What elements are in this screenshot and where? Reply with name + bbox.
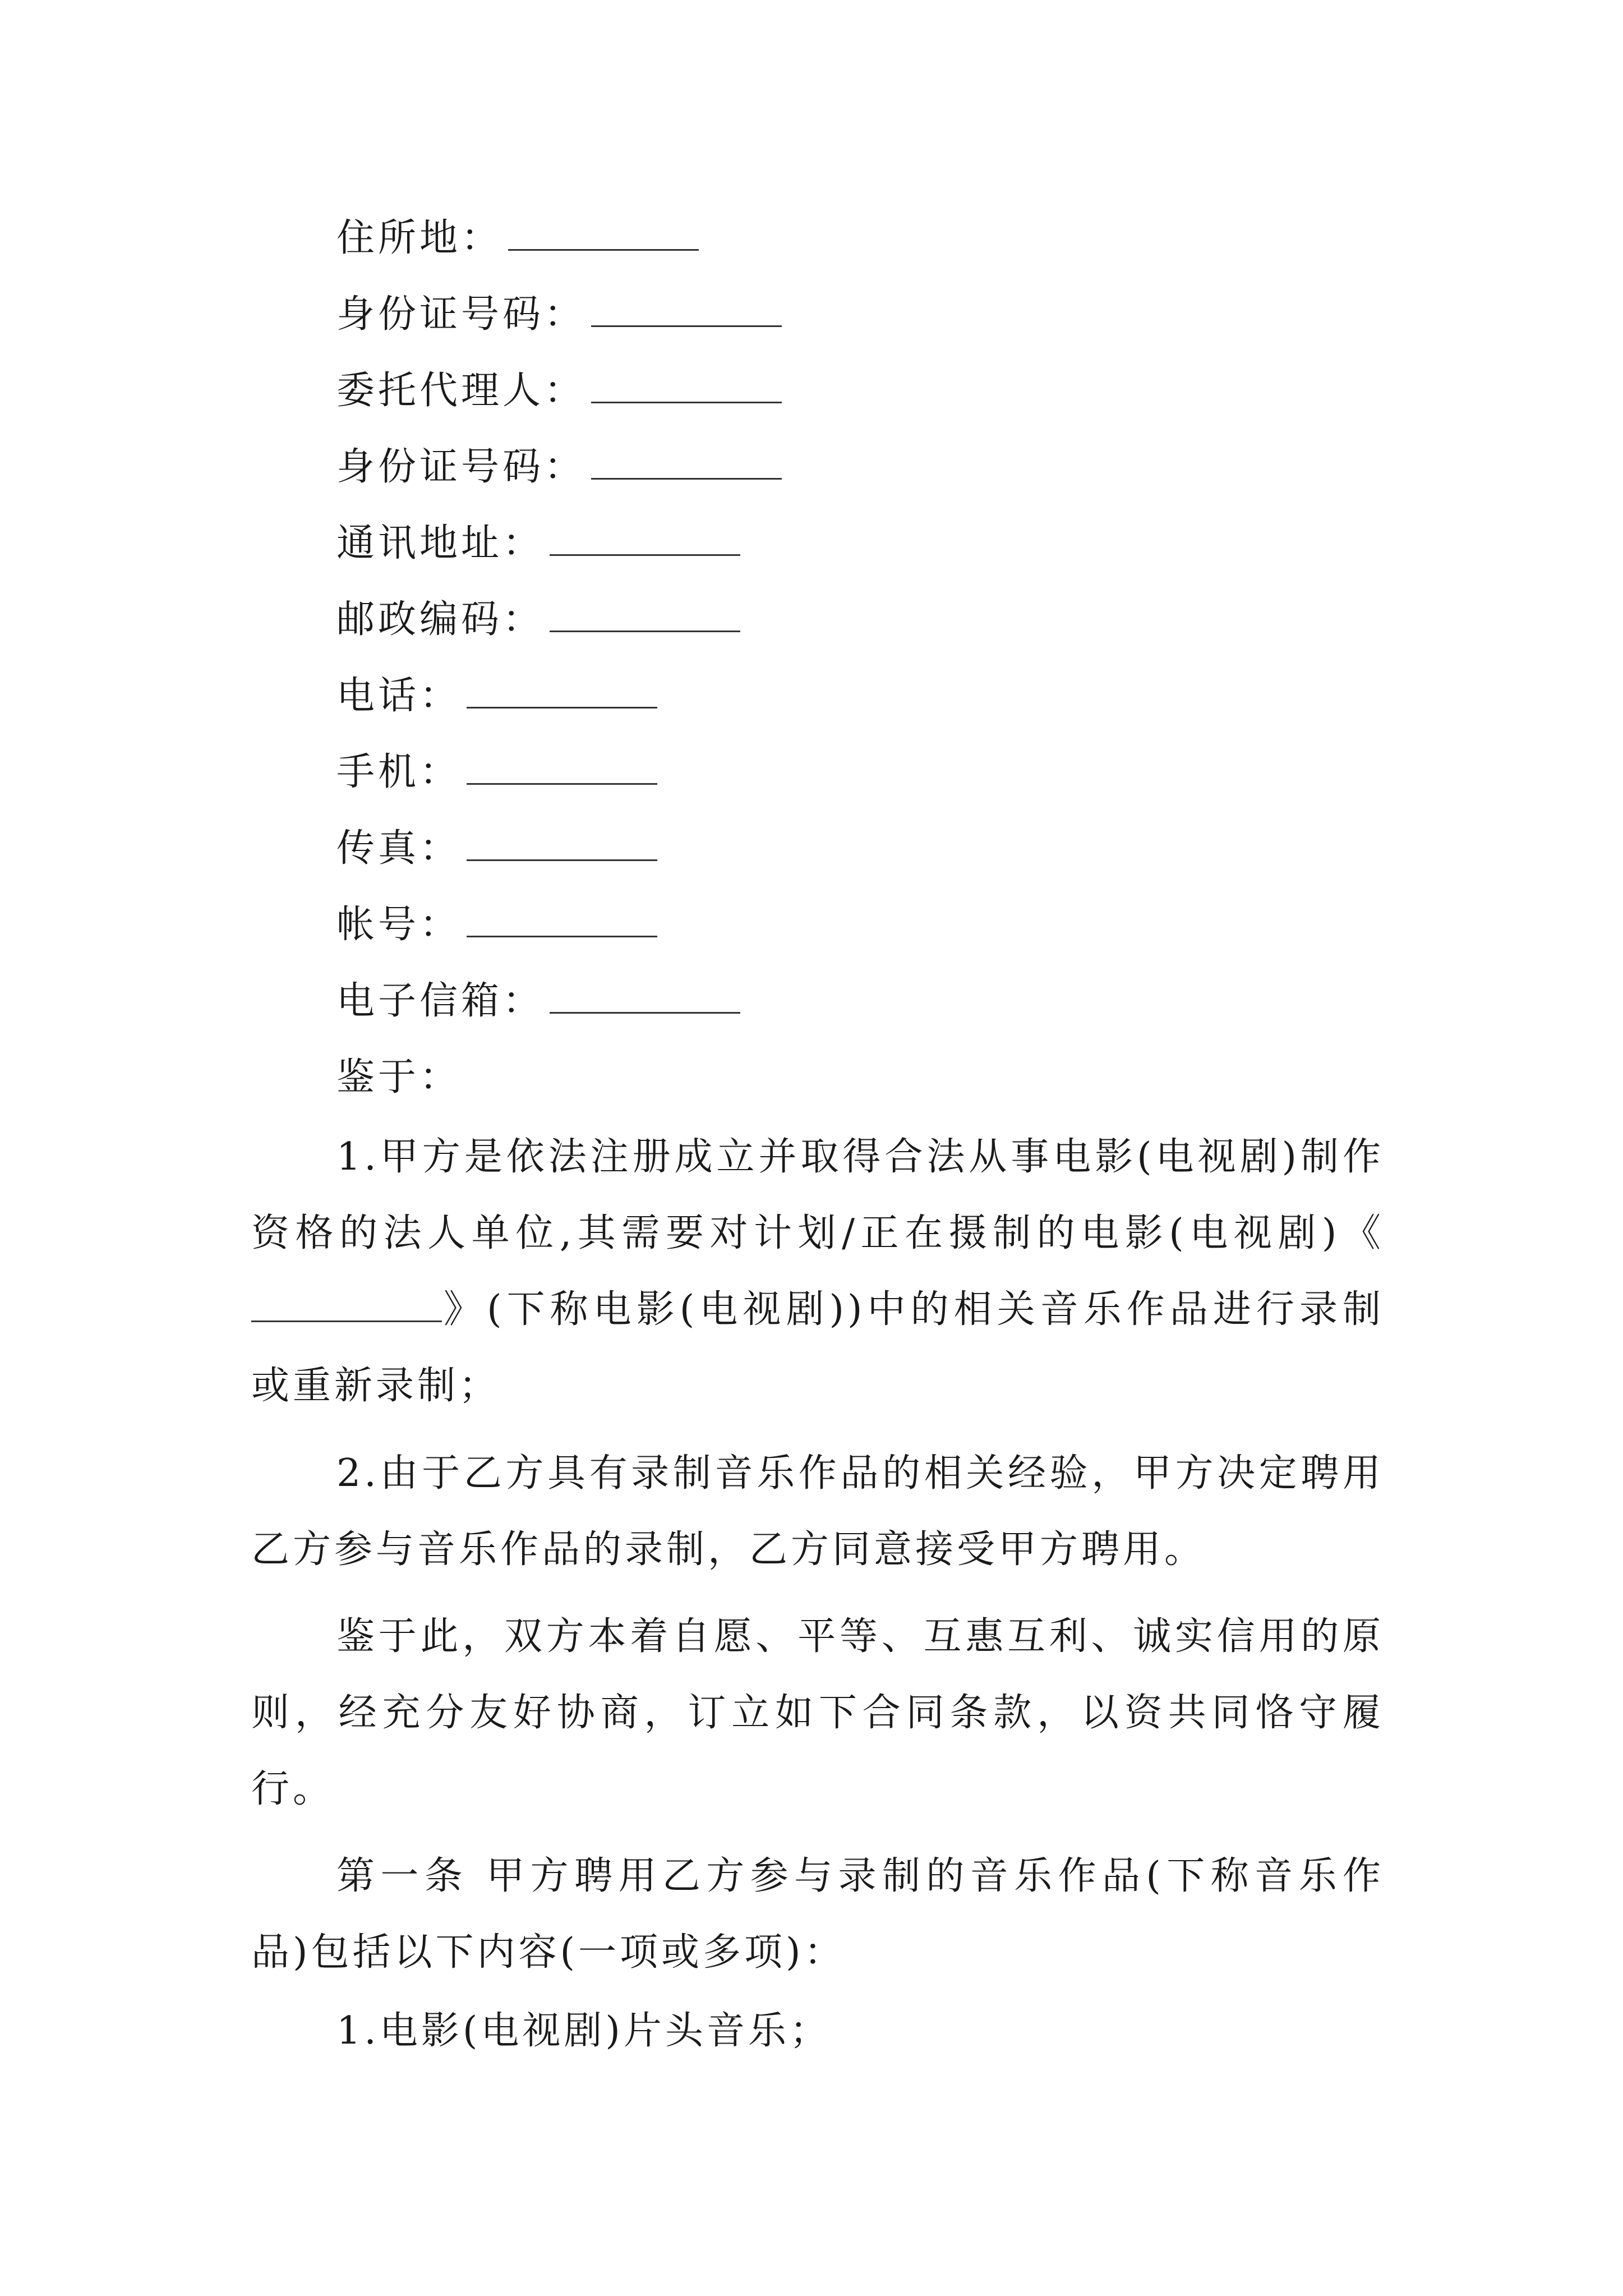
field-label: 手机： — [336, 750, 462, 794]
field-id-number — [336, 289, 782, 340]
field-residence — [336, 213, 699, 264]
field-label: 传真： — [336, 826, 462, 871]
field-label: 通讯地址： — [336, 521, 545, 565]
fill-in-blank[interactable] — [591, 368, 782, 403]
film-title-blank[interactable] — [251, 1287, 442, 1322]
whereas-1-text-a: 1.甲方是依法注册成立并取得合法从事电影(电视剧)制作资格的法人单位,其需要对计划/正在摄制的电影(电视剧)《 — [251, 1135, 1384, 1255]
fill-in-blank[interactable] — [467, 673, 657, 708]
whereas-clause-2: 2.由于乙方具有录制音乐作品的相关经验，甲方决定聘用乙方参与音乐作品的录制，乙方同意接受甲方聘用。 — [251, 1451, 1384, 1572]
field-agent-id-number — [336, 442, 782, 493]
whereas-clause-1 — [251, 1119, 1384, 1424]
field-mobile — [336, 747, 657, 798]
field-label: 委托代理人： — [336, 369, 586, 413]
fill-in-blank[interactable] — [550, 521, 740, 556]
field-account — [336, 900, 657, 950]
field-fax — [336, 823, 657, 874]
fill-in-blank[interactable] — [467, 749, 657, 785]
field-postal-code — [336, 595, 740, 645]
fill-in-blank[interactable] — [591, 444, 782, 480]
principle-paragraph: 鉴于此，双方本着自愿、平等、互惠互利、诚实信用的原则，经充分友好协商，订立如下合同条款，以资共同恪守履行。 — [251, 1614, 1384, 1811]
field-address — [336, 518, 740, 569]
fill-in-blank[interactable] — [591, 292, 782, 327]
fill-in-blank[interactable] — [467, 902, 657, 937]
field-phone — [336, 671, 657, 721]
fill-in-blank[interactable] — [467, 826, 657, 861]
article-1: 第一条 甲方聘用乙方参与录制的音乐作品(下称音乐作品)包括以下内容(一项或多项)： — [251, 1854, 1384, 1975]
field-agent — [336, 366, 782, 416]
field-label: 身份证号码： — [336, 445, 586, 489]
whereas-1-text-b: 》(下称电影(电视剧))中的相关音乐作品进行录制或重新录制； — [251, 1287, 1384, 1408]
whereas-heading: 鉴于： — [336, 1055, 462, 1099]
field-label: 住所地： — [336, 216, 503, 260]
article-1-item-1: 1.电影(电视剧)片头音乐； — [336, 2009, 831, 2053]
field-label: 身份证号码： — [336, 292, 586, 337]
field-label: 电子信箱： — [336, 979, 545, 1023]
field-label: 电话： — [336, 674, 462, 718]
field-email — [336, 976, 740, 1027]
fill-in-blank[interactable] — [550, 978, 740, 1014]
field-label: 邮政编码： — [336, 597, 545, 642]
fill-in-blank[interactable] — [508, 215, 699, 251]
fill-in-blank[interactable] — [550, 597, 740, 632]
field-label: 帐号： — [336, 903, 462, 947]
